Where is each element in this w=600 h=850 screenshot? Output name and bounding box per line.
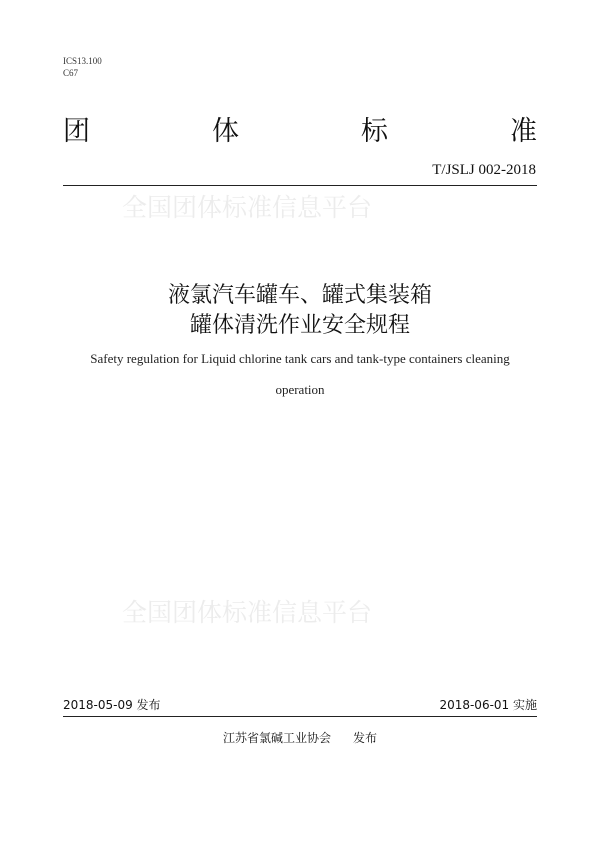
watermark: 全国团体标准信息平台 bbox=[122, 598, 373, 627]
footer-divider bbox=[63, 716, 537, 717]
standard-number: T/JSLJ 002-2018 bbox=[432, 162, 536, 178]
title-en-line-1: Safety regulation for Liquid chlorine tank cars and tank-type containers cleaning bbox=[90, 351, 510, 366]
implement-date: 2018-06-01 实施 bbox=[439, 698, 537, 712]
ics-code: ICS13.100 bbox=[63, 56, 102, 66]
title-cn-line-1: 液氯汽车罐车、罐式集装箱 bbox=[167, 283, 432, 308]
issuer-line bbox=[0, 729, 600, 747]
title-en-line-2: operation bbox=[275, 382, 325, 397]
publish-date: 2018-05-09 发布 bbox=[63, 698, 161, 712]
issuer-name: 江苏省氯碱工业协会 bbox=[222, 731, 331, 745]
standard-type-char: 团 bbox=[63, 116, 90, 147]
watermark: 全国团体标准信息平台 bbox=[122, 193, 373, 222]
standard-type-char: 准 bbox=[510, 116, 537, 147]
ccs-code: C67 bbox=[63, 68, 79, 78]
standard-type-heading bbox=[63, 114, 537, 150]
standard-type-char: 体 bbox=[212, 116, 239, 147]
standard-type-char: 标 bbox=[361, 116, 388, 147]
title-cn-line-2: 罐体清洗作业安全规程 bbox=[189, 313, 410, 338]
header-divider bbox=[63, 185, 537, 186]
issuer-action: 发布 bbox=[353, 731, 378, 745]
